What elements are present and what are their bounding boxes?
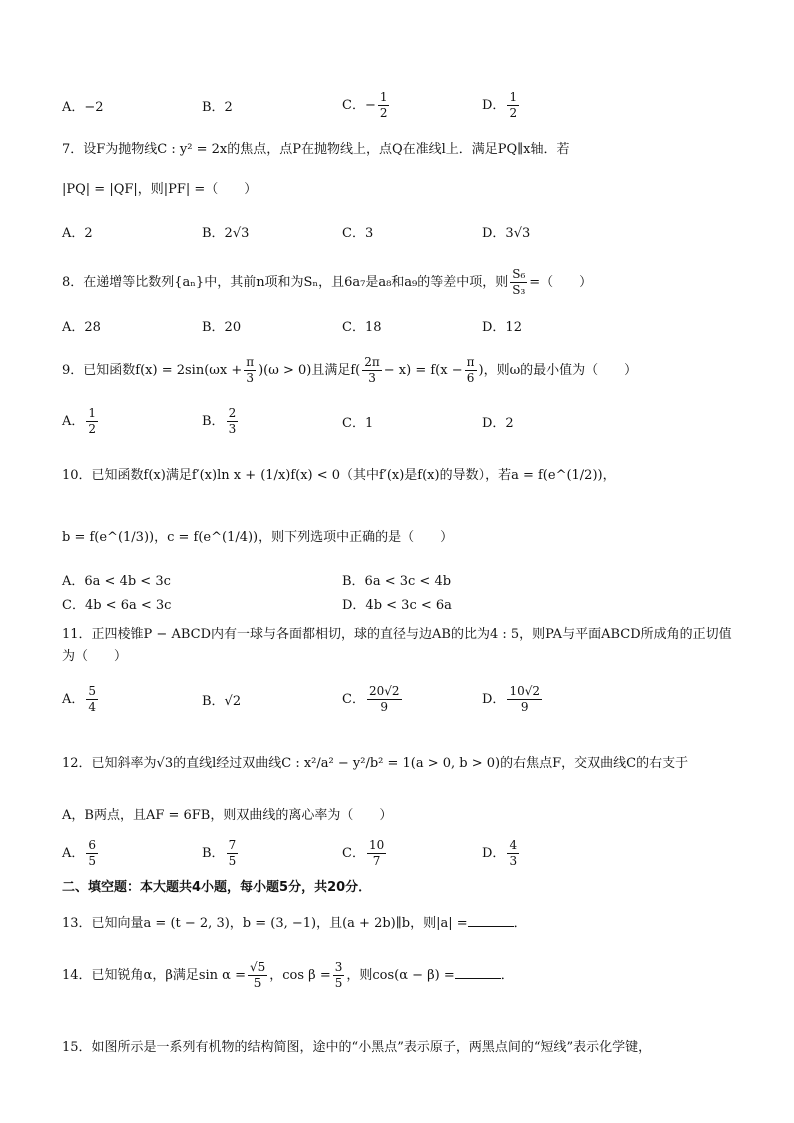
q9-option-d: D．2	[482, 416, 514, 431]
q12-option-d	[482, 838, 521, 869]
q14-text-b: ，cos β =	[269, 968, 331, 983]
q14-line	[62, 956, 514, 996]
q12-line2: A，B两点，且AF = 6FB，则双曲线的离心率为（ ）	[62, 808, 393, 823]
q7-line1: 7．设F为抛物线C : y² = 2x的焦点，点P在抛物线上，点Q在准线l上．满足PQ∥x轴．若	[62, 142, 570, 157]
q6-option-b: B．2	[202, 100, 233, 115]
q12-option-a-frac	[86, 838, 98, 869]
q9-frac1	[244, 355, 256, 386]
q6-option-a: A．−2	[62, 100, 104, 115]
q12-d-num: 4	[509, 838, 518, 852]
q9-a-den: 2	[88, 422, 97, 436]
q6-c-num: 1	[379, 90, 388, 104]
q9-f3-den: 6	[466, 371, 475, 385]
q12-option-d-frac	[507, 838, 519, 869]
q8-option-d: D．12	[482, 320, 522, 335]
q14-f1-num: √5	[249, 960, 266, 974]
section-heading-fill-in: 二、填空题：本大题共4小题，每小题5分，共20分．	[62, 880, 372, 895]
q11-option-c-label: C．	[342, 692, 365, 707]
q7-option-b: B．2√3	[202, 226, 250, 241]
q14-text-a: 14．已知锐角α，β满足sin α =	[62, 968, 246, 983]
q8-option-b: B．20	[202, 320, 242, 335]
q11-option-d-label: D．	[482, 692, 506, 707]
q6-option-d-label: D．	[482, 98, 506, 113]
q15-text: 15．如图所示是一系列有机物的结构简图，途中的“小黑点”表示原子，两黑点间的“短线”表示化学键，	[62, 1040, 652, 1055]
q6-option-c	[342, 90, 391, 121]
q11-option-d	[482, 684, 544, 715]
q9-f2-num: 2π	[364, 355, 380, 369]
q12-c-num: 10	[368, 838, 385, 852]
q8-line	[62, 264, 592, 302]
q11-option-a-label: A．	[62, 692, 85, 707]
q9-option-a-label: A．	[62, 414, 85, 429]
q9-frac2	[362, 355, 382, 386]
q13-text-b: ．	[513, 916, 527, 931]
q9-f1-den: 3	[246, 371, 254, 385]
q12-option-c-frac	[367, 838, 386, 869]
q11-option-a-frac	[86, 684, 98, 715]
q11-c-den: 9	[380, 700, 389, 714]
q6-d-den: 2	[509, 106, 518, 120]
q8-frac	[510, 267, 527, 298]
q11-a-num: 5	[88, 684, 97, 698]
q9-text-c: − x) = f(x −	[383, 363, 463, 378]
q12-option-b-frac	[227, 838, 239, 869]
q8-text-b: =（ ）	[529, 275, 593, 290]
q10-option-c: C．4b < 6a < 3c	[62, 598, 172, 613]
q13-line	[62, 912, 527, 934]
q9-a-num: 1	[88, 406, 97, 420]
q12-b-num: 7	[228, 838, 237, 852]
q10-line1: 10．已知函数f(x)满足f′(x)ln x + (1/x)f(x) < 0（其中f′(x)是f(x)的导数），若a = f(e^(1/2))，	[62, 468, 616, 483]
q12-line1: 12．已知斜率为√3的直线l经过双曲线C : x²/a² − y²/b² = 1(a > 0, b > 0)的右焦点F，交双曲线C的右支于	[62, 756, 689, 771]
q9-line	[62, 352, 637, 390]
q7-line2: |PQ| = |QF|，则|PF| =（ ）	[62, 182, 258, 197]
q12-option-c-label: C．	[342, 846, 365, 861]
q9-f2-den: 3	[368, 371, 376, 385]
q9-b-den: 3	[228, 422, 237, 436]
q12-d-den: 3	[509, 854, 518, 868]
q12-b-den: 5	[228, 854, 237, 868]
q12-c-den: 7	[372, 854, 381, 868]
q8-frac-num: S₆	[512, 267, 526, 281]
q7-option-c: C．3	[342, 226, 374, 241]
q7-option-a: A．2	[62, 226, 93, 241]
q14-f2-den: 5	[334, 976, 343, 990]
q9-option-b-label: B．	[202, 414, 225, 429]
q10-line2: b = f(e^(1/3))，c = f(e^(1/4))，则下列选项中正确的是（ ）	[62, 530, 454, 545]
q12-option-a	[62, 838, 100, 869]
q12-a-den: 5	[88, 854, 97, 868]
q6-option-c-label: C．−	[342, 98, 376, 113]
q8-option-a: A．28	[62, 320, 101, 335]
q11-d-den: 9	[520, 700, 529, 714]
q14-f1-den: 5	[253, 976, 262, 990]
q9-text-d: )，则ω的最小值为（ ）	[478, 363, 638, 378]
q11-a-den: 4	[88, 700, 97, 714]
q8-frac-den: S₃	[512, 283, 526, 297]
q14-frac2	[333, 960, 345, 991]
q9-f3-num: π	[466, 355, 475, 369]
q14-frac1	[248, 960, 267, 991]
q9-frac3	[465, 355, 477, 386]
q11-option-b: B．√2	[202, 694, 242, 709]
q14-text-c: ，则cos(α − β) =	[346, 968, 455, 983]
q11-option-d-frac	[507, 684, 542, 715]
q9-option-c: C．1	[342, 416, 374, 431]
q11-d-num: 10√2	[509, 684, 540, 698]
q8-text-a: 8．在递增等比数列{aₙ}中，其前n项和为Sₙ，且6a₇是a₈和a₉的等差中项，则	[62, 275, 509, 290]
q12-option-b	[202, 838, 240, 869]
q9-option-a-frac	[86, 406, 98, 437]
q9-option-a	[62, 406, 100, 437]
q9-option-b-frac	[227, 406, 239, 437]
q9-text-b: )(ω > 0)且满足f(	[258, 363, 361, 378]
q11-c-num: 20√2	[368, 684, 400, 698]
q9-option-b	[202, 406, 240, 437]
q10-option-b: B．6a < 3c < 4b	[342, 574, 452, 589]
q13-answer-blank	[468, 912, 514, 927]
q11-option-c-frac	[367, 684, 402, 715]
q6-d-num: 1	[509, 90, 518, 104]
q10-option-a: A．6a < 4b < 3c	[62, 574, 171, 589]
q9-text-a: 9．已知函数f(x) = 2sin(ωx +	[62, 363, 243, 378]
q14-f2-num: 3	[334, 960, 343, 974]
q12-option-a-label: A．	[62, 846, 85, 861]
q10-option-d: D．4b < 3c < 6a	[342, 598, 452, 613]
q8-option-c: C．18	[342, 320, 382, 335]
q11-option-a	[62, 684, 100, 715]
q13-text-a: 13．已知向量a = (t − 2, 3)，b = (3, −1)，且(a + 2b)∥b，则|a| =	[62, 916, 468, 931]
q14-text-d: ．	[500, 968, 514, 983]
q6-option-d	[482, 90, 521, 121]
q6-option-c-frac	[378, 90, 390, 121]
q12-option-b-label: B．	[202, 846, 225, 861]
q12-a-num: 6	[88, 838, 97, 852]
q7-option-d: D．3√3	[482, 226, 531, 241]
q6-option-d-frac	[507, 90, 519, 121]
q14-answer-blank	[455, 964, 501, 979]
q11-text: 11．正四棱锥P − ABCD内有一球与各面都相切，球的直径与边AB的比为4 : 5，则PA与平面ABCD所成角的正切值为（ ）	[62, 627, 732, 664]
q9-b-num: 2	[228, 406, 237, 420]
q12-option-d-label: D．	[482, 846, 506, 861]
q9-f1-num: π	[246, 355, 255, 369]
q12-option-c	[342, 838, 388, 869]
q6-c-den: 2	[379, 106, 388, 120]
q11-option-c	[342, 684, 404, 715]
